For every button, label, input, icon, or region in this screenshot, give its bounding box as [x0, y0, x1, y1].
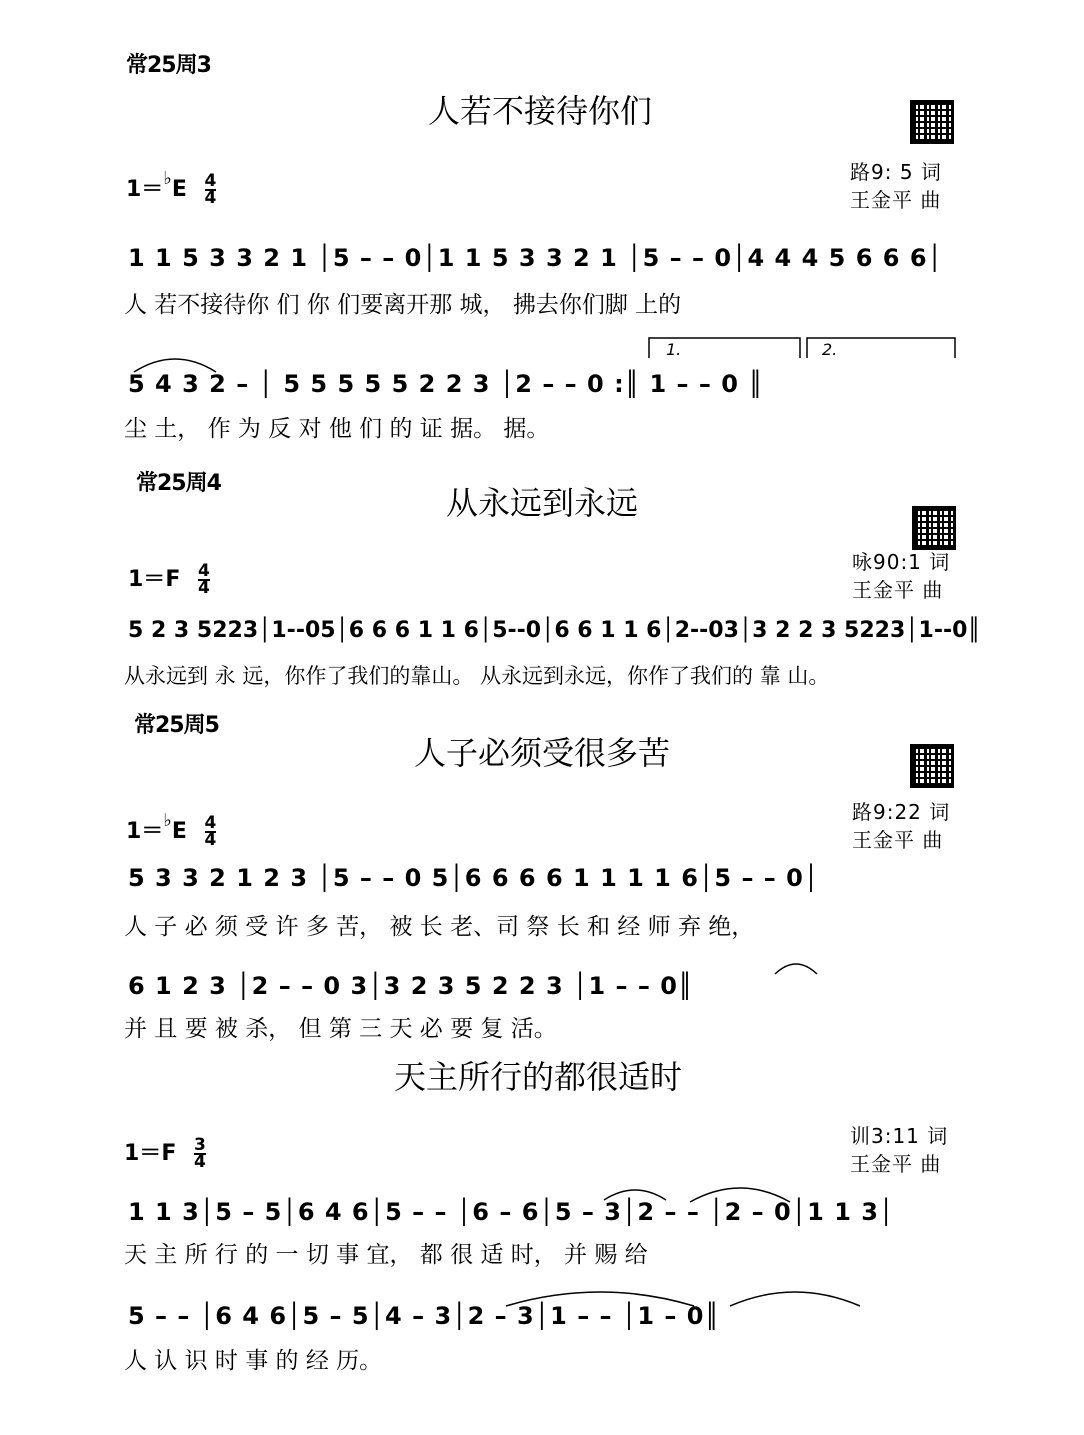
key-signature: 1＝F $\frac{3}{4}$ [124, 1135, 206, 1172]
notation-line: 5 – – │6 4 6│5 – 5│4 – 3│2 – 3│1 – – │1 – 0║ [128, 1302, 720, 1330]
notation-line: 1 1 5 3 3 2 1 │5 – – 0│1 1 5 3 3 2 1 │5 – – 0│4 4 4 5 6 6 6│ [128, 244, 943, 272]
section-label: 常25周4 [136, 471, 221, 496]
qr-code[interactable] [910, 100, 954, 144]
notation-line: 5 2 3 5223│1--05│6 6 6 1 1 6│5--0│6 6 1 1 6│2--03│3 2 2 3 5223│1--0║ [128, 618, 981, 643]
section-label: 常25周3 [126, 53, 211, 78]
volta-1-label: 1. [666, 340, 682, 359]
qr-code[interactable] [912, 506, 956, 550]
composer-credit: 王金平 曲 [850, 188, 942, 212]
composer-credit: 王金平 曲 [852, 578, 944, 602]
time-signature: $\frac{4}{4}$ [204, 171, 217, 208]
time-signature: $\frac{4}{4}$ [198, 561, 210, 598]
time-signature: $\frac{3}{4}$ [194, 1135, 206, 1172]
lyrics-line: 人 若不接待你 们 你 们要离开那 城， 拂去你们脚 上的 [124, 292, 682, 318]
notation-line: 1 1 3│5 – 5│6 4 6│5 – – │6 – 6│5 – 3│2 – – │2 – 0│1 1 3│ [128, 1198, 895, 1226]
key-signature: 1＝♭E $\frac{4}{4}$ [126, 810, 217, 850]
song-title: 人若不接待你们 [428, 92, 653, 130]
volta-brackets [645, 336, 960, 360]
lyrics-line: 从永远到 永 远，你作了我们的靠山。 从永远到永远，你作了我们的 靠 山。 [124, 664, 830, 688]
lyrics-line: 人 子 必 须 受 许 多 苦， 被 长 老、司 祭 长 和 经 师 弃 绝， [124, 914, 755, 940]
key-signature: 1＝♭E $\frac{4}{4}$ [126, 168, 217, 208]
time-signature: $\frac{4}{4}$ [204, 813, 217, 850]
lyrics-line: 人 认 识 时 事 的 经 历。 [124, 1348, 383, 1374]
song-title: 天主所行的都很适时 [394, 1058, 683, 1096]
notation-line: 5 4 3 2 – │ 5 5 5 5 5 2 2 3 │2 – – 0 :║ 1 – – 0 ║ [128, 370, 764, 398]
lyrics-line: 并 且 要 被 杀， 但 第 三 天 必 要 复 活。 [124, 1016, 557, 1042]
volta-2-label: 2. [822, 340, 838, 359]
key-signature: 1＝F $\frac{4}{4}$ [128, 561, 210, 598]
notation-line: 6 1 2 3 │2 – – 0 3│3 2 3 5 2 2 3 │1 – – 0║ [128, 972, 694, 1000]
lyricist-credit: 咏90:1 词 [852, 550, 951, 574]
qr-code[interactable] [910, 744, 954, 788]
lyricist-credit: 路9:22 词 [852, 800, 951, 824]
song-title: 从永远到永远 [446, 484, 639, 522]
song-title: 人子必须受很多苦 [414, 734, 671, 772]
composer-credit: 王金平 曲 [850, 1152, 942, 1176]
lyrics-line: 尘 土， 作 为 反 对 他 们 的 证 据。 据。 [124, 416, 550, 442]
notation-line: 5 3 3 2 1 2 3 │5 – – 0 5│6 6 6 6 1 1 1 1 6│5 – – 0│ [128, 864, 820, 892]
slur [772, 958, 820, 976]
section-label: 常25周5 [134, 713, 219, 738]
lyrics-line: 天 主 所 行 的 一 切 事 宜， 都 很 适 时， 并 赐 给 [124, 1242, 648, 1268]
lyricist-credit: 训3:11 词 [850, 1124, 949, 1148]
composer-credit: 王金平 曲 [852, 828, 944, 852]
lyricist-credit: 路9: 5 词 [850, 160, 942, 184]
